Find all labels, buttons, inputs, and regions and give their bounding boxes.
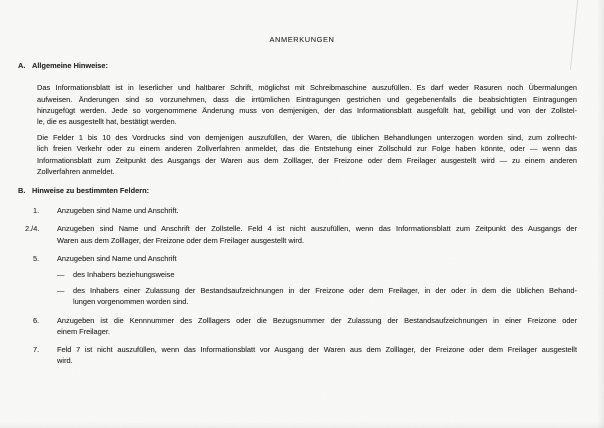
list-item xyxy=(33,253,577,308)
paragraph xyxy=(37,132,577,177)
subitem-text xyxy=(73,285,577,307)
text-line: Anzugeben sind Name und Anschrift xyxy=(57,253,177,263)
section-b-heading: Hinweise zu bestimmten Feldern: xyxy=(32,186,150,196)
scan-edge-shadow-right xyxy=(597,0,604,428)
text-line: des Inhabers einer Zulassung der Bestandsaufzeichnungen in der Freizone oder dem Freilager, in der oder in dem die üblichen Behand- xyxy=(73,286,577,296)
item-marker: 2./4. xyxy=(25,224,40,234)
section-a-heading-row xyxy=(18,60,577,71)
text-line: Waren aus dem Zolllager, der Freizone oder dem Freilager ausgestellt wird. xyxy=(57,235,305,245)
list-item xyxy=(33,205,577,216)
subitem-text xyxy=(73,269,577,280)
item-text xyxy=(57,205,577,216)
list-item xyxy=(33,315,577,337)
list-item xyxy=(33,344,577,366)
text-line: le, die es ausgestellt hat, bestätigt werden. xyxy=(37,117,177,127)
text-line: Das Informationsblatt ist in leserlicher und haltbarer Schrift, möglichst mit Schreibmaschine auszufüllen. Es darf weder Rasuren noch Übermalungen xyxy=(37,83,577,93)
section-a-heading: Allgemeine Hinweise: xyxy=(32,61,108,71)
list-item xyxy=(25,223,577,245)
list-subitem xyxy=(57,269,577,280)
item-text xyxy=(57,344,577,366)
dash-icon: — xyxy=(57,270,65,280)
list-subitem xyxy=(57,285,577,307)
section-b-items xyxy=(25,205,577,366)
text-line: Anzugeben ist die Kennnummer des Zolllagers oder die Bezugsnummer der Zulassung der Bestandsaufzeichnungen in einer Freizone oder xyxy=(57,315,577,325)
text-line: Anzugeben sind Name und Anschrift. xyxy=(57,206,179,216)
item-marker: 7. xyxy=(33,345,40,355)
paragraph xyxy=(37,82,577,127)
section-a-paragraphs xyxy=(37,82,577,177)
text-line: Anzugeben sind Name und Anschrift der Zollstelle. Feld 4 ist nicht auszufüllen, wenn das Informationsblatt zum Zeitpunkt des Ausgangs der xyxy=(57,224,577,234)
text-line: des Inhabers beziehungsweise xyxy=(73,270,175,280)
text-line: lich freien Verkehr oder zu einem anderen Zollverfahren anmeldet, das die Entstehung einer Zollschuld zur Folge haben könnte, oder — wenn das xyxy=(37,144,577,154)
section-b-heading-row xyxy=(18,185,577,196)
item-text xyxy=(57,223,577,245)
item-text xyxy=(57,315,577,337)
dash-icon: — xyxy=(57,286,65,296)
text-line: Feld 7 ist nicht auszufüllen, wenn das Informationsblatt vor Ausgang der Waren aus dem Zolllager, der Freizone oder dem Freilager ausgestellt xyxy=(57,345,577,355)
text-line: lungen vorgenommen worden sind. xyxy=(73,297,189,307)
text-line: Informationsblatt zum Zeitpunkt des Ausgangs der Waren aus dem Zolllager, der Freizone oder dem Freilager ausgestellt wird — zu einem anderen xyxy=(37,155,577,165)
text-line: einem Freilager. xyxy=(57,326,110,336)
scan-edge-shadow-bottom xyxy=(0,422,604,428)
item-marker: 6. xyxy=(33,315,40,325)
item-text xyxy=(57,253,577,308)
page-title: ANMERKUNGEN xyxy=(269,35,335,44)
text-line: Die Felder 1 bis 10 des Vordrucks sind von demjenigen auszufüllen, der Waren, die üblichen Behandlungen unterzogen worden sind, zum zollrecht- xyxy=(37,133,577,143)
section-a-label: A. xyxy=(18,61,26,71)
text-line: wird. xyxy=(57,356,73,366)
section-b-label: B. xyxy=(18,186,26,196)
text-line: Zollverfahren anmeldet. xyxy=(37,166,115,176)
item-marker: 1. xyxy=(33,206,40,216)
item-marker: 5. xyxy=(33,253,40,263)
text-line: aufweisen. Änderungen sind so vorzunehmen, dass die irrtümlichen Eintragungen gestrichen und gegebenenfalls die beabsichtigten Eintragungen xyxy=(37,94,577,104)
text-line: hinzugefügt werden. Jede so vorgenommene Änderung muss von demjenigen, der das Informationsblatt ausgefüllt hat, gebilligt und von der Zollstel- xyxy=(37,105,577,115)
